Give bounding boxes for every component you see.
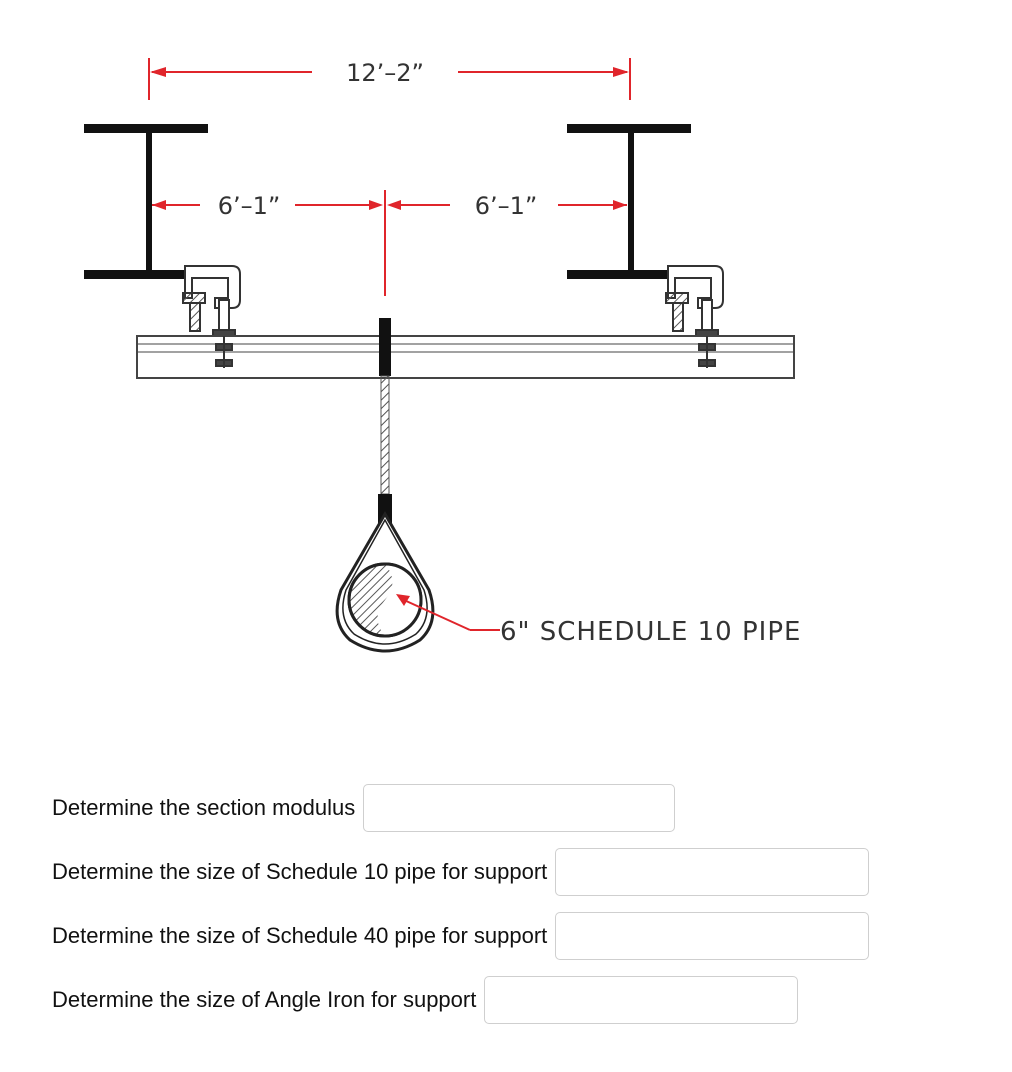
question-label: Determine the size of Angle Iron for support [52, 987, 477, 1012]
angle-iron-size-input[interactable] [484, 976, 798, 1024]
question-row-section-modulus [52, 784, 675, 832]
question-label: Determine the size of Schedule 10 pipe for support [52, 859, 548, 884]
schedule-10-size-input[interactable] [555, 848, 869, 896]
left-half-dimension-label: 6’–1” [217, 192, 281, 220]
overall-dimension-label: 12’–2” [346, 59, 424, 87]
support-channel [137, 336, 794, 378]
threaded-rod [378, 318, 392, 524]
question-row-schedule-10 [52, 848, 869, 896]
question-row-schedule-40 [52, 912, 869, 960]
question-row-angle-iron [52, 976, 798, 1024]
right-i-beam [567, 124, 693, 279]
right-half-dimension-label: 6’–1” [474, 192, 538, 220]
pipe-cross-section [349, 564, 421, 636]
pipe-callout-label: 6" SCHEDULE 10 PIPE [500, 617, 802, 647]
schedule-40-size-input[interactable] [555, 912, 869, 960]
question-label: Determine the section modulus [52, 795, 356, 820]
section-modulus-input[interactable] [363, 784, 675, 832]
question-label: Determine the size of Schedule 40 pipe for support [52, 923, 548, 948]
left-i-beam [84, 124, 210, 279]
